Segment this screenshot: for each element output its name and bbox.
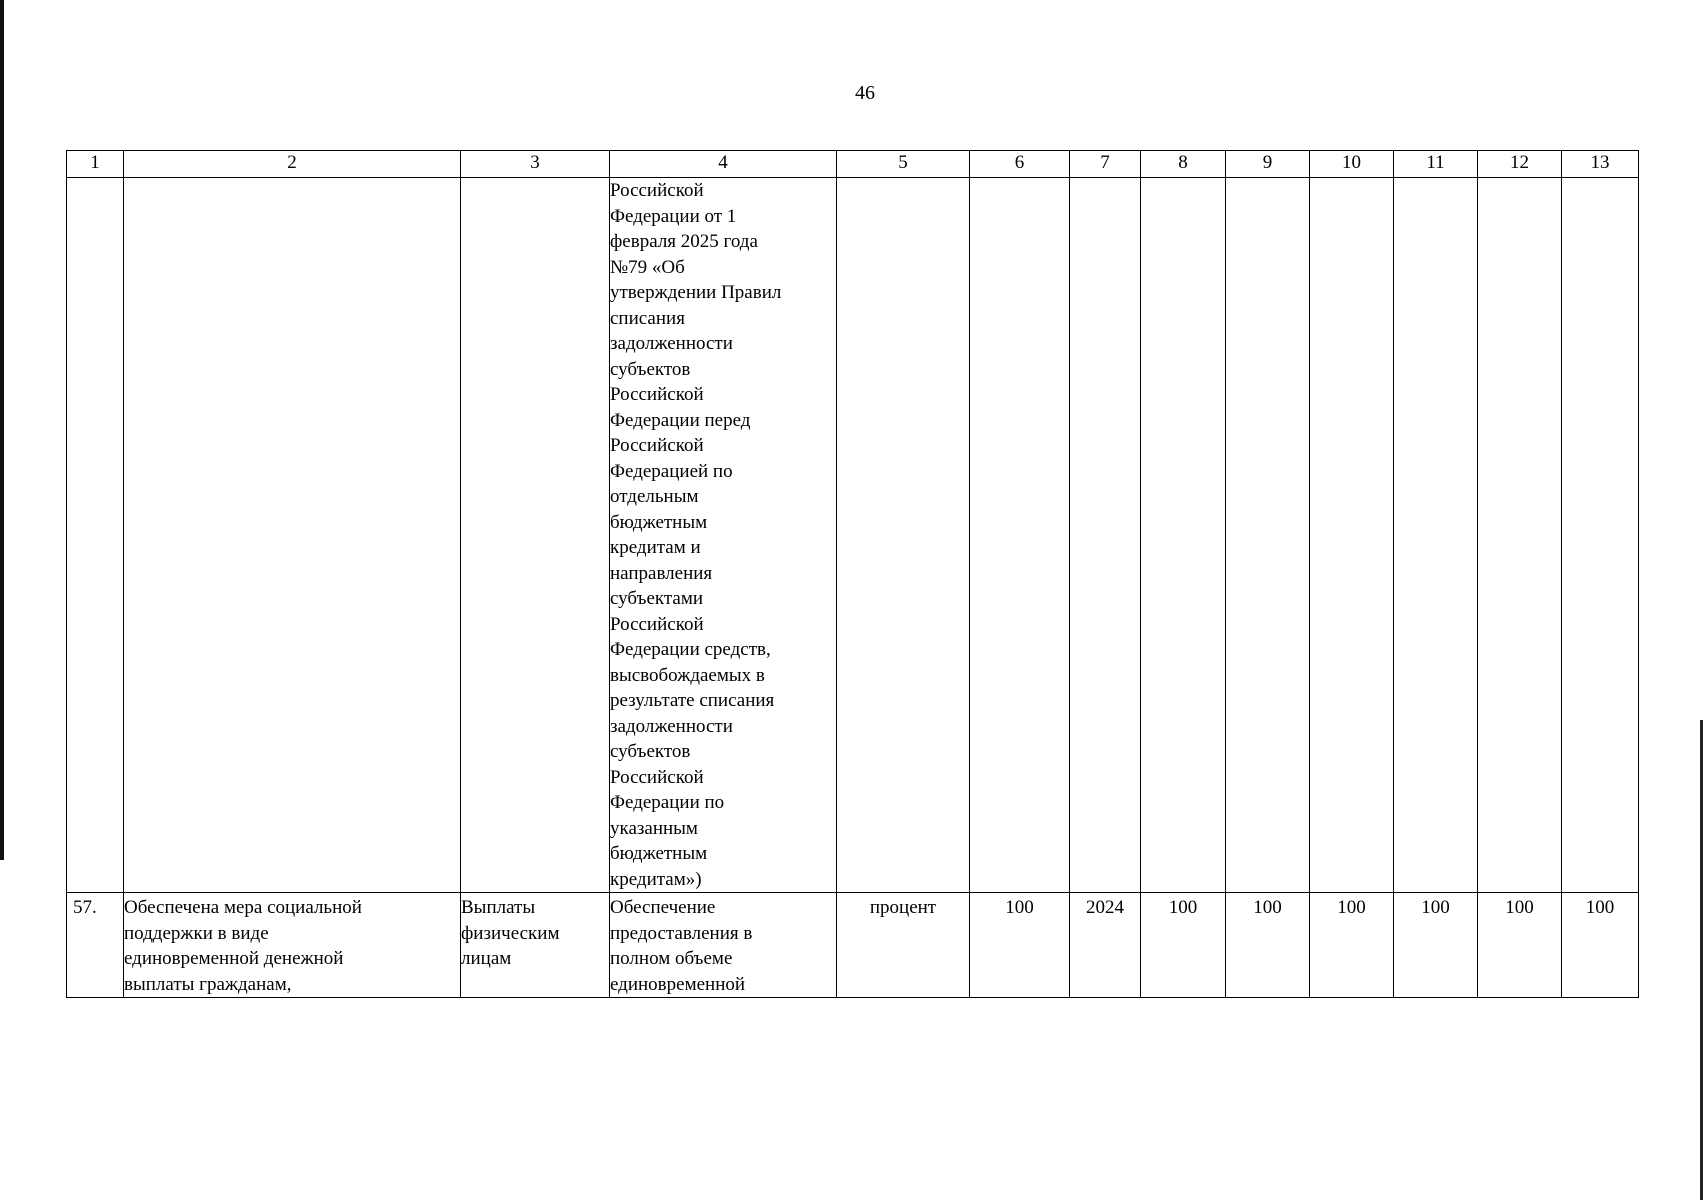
result-description: Обеспечена мера социальной поддержки в виде единовременной денежной выплаты гражданам, [124, 893, 461, 998]
column-header: 13 [1562, 151, 1639, 178]
column-header: 3 [461, 151, 610, 178]
table-cell [124, 178, 461, 893]
column-header: 5 [837, 151, 970, 178]
scan-edge-left [0, 0, 4, 860]
table-cell [1226, 178, 1310, 893]
table-cell [970, 178, 1070, 893]
column-header: 7 [1070, 151, 1141, 178]
column-header: 11 [1394, 151, 1478, 178]
column-header: 6 [970, 151, 1070, 178]
value-col13: 100 [1562, 893, 1639, 998]
table-row-continuation [67, 178, 1639, 893]
table-cell-legal-basis: Российской Федерации от 1 февраля 2025 года №79 «Об утверждении Правил списания задолженности субъектов Российской Федерации перед Российской Федерацией по отдельным бюджетным кредитам и направления субъектами Российской Федерации средств, высвобождаемых в результате списания задолженности субъектов Российской Федерации по указанным бюджетным кредитам») [610, 178, 837, 893]
table-cell [1478, 178, 1562, 893]
base-year: 2024 [1070, 893, 1141, 998]
indicators-table [66, 150, 1639, 998]
page-number: 46 [855, 82, 875, 104]
value-col8: 100 [1141, 893, 1226, 998]
table-cell [461, 178, 610, 893]
column-header: 4 [610, 151, 837, 178]
base-value: 100 [970, 893, 1070, 998]
column-header: 12 [1478, 151, 1562, 178]
column-header: 1 [67, 151, 124, 178]
column-header: 2 [124, 151, 461, 178]
table-cell [837, 178, 970, 893]
table-cell [1394, 178, 1478, 893]
result-characteristic: Обеспечение предоставления в полном объеме единовременной [610, 893, 837, 998]
table-cell [67, 178, 124, 893]
result-type: Выплаты физическим лицам [461, 893, 610, 998]
value-col12: 100 [1478, 893, 1562, 998]
table-cell [1141, 178, 1226, 893]
value-col11: 100 [1394, 893, 1478, 998]
table-row-57 [67, 893, 1639, 998]
table-cell [1070, 178, 1141, 893]
value-col10: 100 [1310, 893, 1394, 998]
table-cell [1562, 178, 1639, 893]
table-cell [1310, 178, 1394, 893]
row-number: 57. [67, 893, 124, 998]
column-header: 9 [1226, 151, 1310, 178]
table-header-row [67, 151, 1639, 178]
unit-of-measure: процент [837, 893, 970, 998]
value-col9: 100 [1226, 893, 1310, 998]
column-header: 8 [1141, 151, 1226, 178]
column-header: 10 [1310, 151, 1394, 178]
